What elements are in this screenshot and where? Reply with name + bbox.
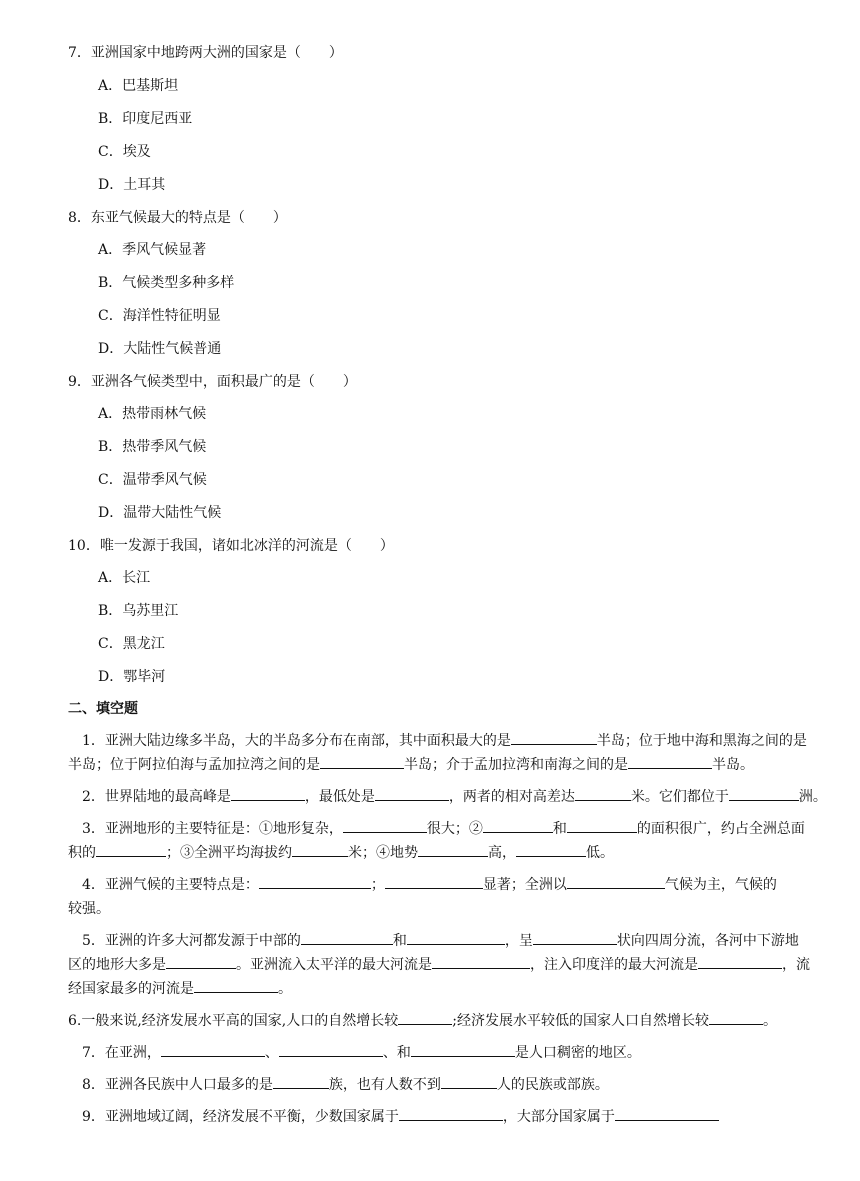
- fill-question-3: [68, 817, 823, 865]
- question-10-stem: 10．唯一发源于我国，诸如北冰洋的河流是（ ）: [68, 538, 394, 554]
- fill-6-text: 。: [762, 1013, 777, 1029]
- answer-blank[interactable]: [418, 842, 488, 857]
- question-8-option-c: C．海洋性特征明显: [98, 308, 221, 324]
- fill-5-text: 和: [392, 933, 407, 949]
- fill-7-text: 、: [264, 1045, 279, 1061]
- question-7-option-d: D．土耳其: [98, 177, 166, 193]
- fill-8-text: 人的民族或部族。: [496, 1077, 609, 1093]
- answer-blank[interactable]: [432, 954, 530, 969]
- fill-6-text: ;经济发展水平较低的国家人口自然增长较: [452, 1013, 709, 1029]
- question-9-stem: 9．亚洲各气候类型中，面积最广的是（ ）: [68, 374, 357, 390]
- answer-blank[interactable]: [709, 1010, 763, 1025]
- fill-5-text: ，呈: [504, 933, 533, 949]
- answer-blank[interactable]: [398, 1010, 452, 1025]
- fill-7-text: 是人口稠密的地区。: [514, 1045, 641, 1061]
- fill-4-text: 显著；全洲以: [482, 877, 567, 893]
- question-9-option-b: B．热带季风气候: [98, 439, 207, 455]
- answer-blank[interactable]: [385, 874, 483, 889]
- answer-blank[interactable]: [96, 842, 166, 857]
- fill-4-text: 较强。: [68, 901, 110, 917]
- question-7-option-c: C．埃及: [98, 144, 151, 160]
- answer-blank[interactable]: [615, 1106, 719, 1121]
- fill-question-5: [68, 929, 823, 1001]
- question-10-option-c: C．黑龙江: [98, 636, 165, 652]
- fill-9-text: ，大部分国家属于: [502, 1109, 615, 1125]
- fill-5-text: ，注入印度洋的最大河流是: [530, 957, 698, 973]
- fill-5-text: 状向四周分流，各河中下游地: [616, 933, 799, 949]
- answer-blank[interactable]: [567, 818, 637, 833]
- answer-blank[interactable]: [279, 1042, 383, 1057]
- answer-blank[interactable]: [166, 954, 236, 969]
- fill-2-text: ，两者的相对高差达: [448, 789, 575, 805]
- fill-8-text: 族，也有人数不到: [328, 1077, 441, 1093]
- fill-question-1: [68, 729, 823, 777]
- question-7-option-a: A．巴基斯坦: [98, 78, 179, 94]
- fill-question-2: [68, 785, 827, 809]
- answer-blank[interactable]: [320, 754, 404, 769]
- fill-1-text: 1．亚洲大陆边缘多半岛，大的半岛多分布在南部，其中面积最大的是: [82, 733, 511, 749]
- fill-5-text: ，流: [782, 957, 810, 973]
- fill-3-text: 米；④地势: [348, 845, 418, 861]
- answer-blank[interactable]: [194, 978, 278, 993]
- fill-3-text: 高，: [488, 845, 516, 861]
- answer-blank[interactable]: [259, 874, 371, 889]
- question-7-stem: 7．亚洲国家中地跨两大洲的国家是（ ）: [68, 45, 343, 61]
- question-8-stem: 8．东亚气候最大的特点是（ ）: [68, 210, 287, 226]
- answer-blank[interactable]: [628, 754, 712, 769]
- answer-blank[interactable]: [483, 818, 553, 833]
- fill-question-8: [68, 1073, 823, 1097]
- fill-4-text: 气候为主，气候的: [664, 877, 777, 893]
- fill-1-text: 半岛；介于孟加拉湾和南海之间的是: [404, 757, 628, 773]
- fill-1-text: 半岛。: [712, 757, 754, 773]
- answer-blank[interactable]: [533, 930, 617, 945]
- answer-blank[interactable]: [441, 1074, 497, 1089]
- question-9-option-a: A．热带雨林气候: [98, 406, 207, 422]
- answer-blank[interactable]: [273, 1074, 329, 1089]
- question-8-option-d: D．大陆性气候普通: [98, 341, 222, 357]
- fill-7-text: 7．在亚洲，: [82, 1045, 161, 1061]
- question-10-option-b: B．乌苏里江: [98, 603, 179, 619]
- question-10-option-a: A．长江: [98, 570, 151, 586]
- fill-2-text: ，最低处是: [304, 789, 375, 805]
- answer-blank[interactable]: [375, 786, 449, 801]
- fill-2-text: 米。它们都位于: [630, 789, 729, 805]
- fill-5-text: 经国家最多的河流是: [68, 981, 194, 997]
- section-title: 二、填空题: [68, 701, 138, 717]
- fill-question-4: [68, 873, 823, 921]
- fill-5-text: 。亚洲流入太平洋的最大河流是: [236, 957, 432, 973]
- fill-question-7: [68, 1041, 823, 1065]
- question-7-option-b: B．印度尼西亚: [98, 111, 193, 127]
- fill-3-text: 积的: [68, 845, 96, 861]
- answer-blank[interactable]: [292, 842, 348, 857]
- answer-blank[interactable]: [698, 954, 782, 969]
- answer-blank[interactable]: [511, 730, 597, 745]
- answer-blank[interactable]: [729, 786, 799, 801]
- answer-blank[interactable]: [567, 874, 665, 889]
- question-8-option-a: A．季风气候显著: [98, 242, 207, 258]
- fill-question-9: [68, 1105, 823, 1129]
- question-8-option-b: B．气候类型多种多样: [98, 275, 235, 291]
- fill-3-text: 和: [552, 821, 567, 837]
- fill-1-text: 半岛；位于阿拉伯海与孟加拉湾之间的是: [68, 757, 320, 773]
- fill-3-text: 的面积很广，约占全洲总面: [636, 821, 805, 837]
- fill-3-text: 很大；②: [426, 821, 483, 837]
- fill-1-text: 半岛；位于地中海和黑海之间的是: [596, 733, 807, 749]
- question-9-option-d: D．温带大陆性气候: [98, 505, 222, 521]
- answer-blank[interactable]: [231, 786, 305, 801]
- answer-blank[interactable]: [161, 1042, 265, 1057]
- fill-question-6: [68, 1009, 823, 1033]
- answer-blank[interactable]: [575, 786, 631, 801]
- fill-2-text: 2．世界陆地的最高峰是: [82, 789, 231, 805]
- fill-5-text: 。: [278, 981, 292, 997]
- answer-blank[interactable]: [411, 1042, 515, 1057]
- fill-3-text: 3．亚洲地形的主要特征是：①地形复杂，: [82, 821, 343, 837]
- fill-9-text: 9．亚洲地域辽阔，经济发展不平衡，少数国家属于: [82, 1109, 399, 1125]
- question-10-option-d: D．鄂毕河: [98, 669, 166, 685]
- fill-2-text: 洲。: [798, 789, 827, 805]
- fill-6-text: 6.一般来说,经济发展水平高的国家,人口的自然增长较: [68, 1013, 399, 1029]
- fill-5-text: 区的地形大多是: [68, 957, 166, 973]
- answer-blank[interactable]: [399, 1106, 503, 1121]
- fill-4-text: 4．亚洲气候的主要特点是：: [82, 877, 259, 893]
- fill-7-text: 、和: [382, 1045, 411, 1061]
- fill-5-text: 5．亚洲的许多大河都发源于中部的: [82, 933, 301, 949]
- answer-blank[interactable]: [407, 930, 505, 945]
- answer-blank[interactable]: [516, 842, 586, 857]
- answer-blank[interactable]: [343, 818, 427, 833]
- fill-4-text: ；: [370, 877, 385, 893]
- answer-blank[interactable]: [301, 930, 393, 945]
- question-9-option-c: C．温带季风气候: [98, 472, 207, 488]
- fill-3-text: ；③全洲平均海拔约: [166, 845, 292, 861]
- fill-3-text: 低。: [586, 845, 614, 861]
- fill-8-text: 8．亚洲各民族中人口最多的是: [82, 1077, 273, 1093]
